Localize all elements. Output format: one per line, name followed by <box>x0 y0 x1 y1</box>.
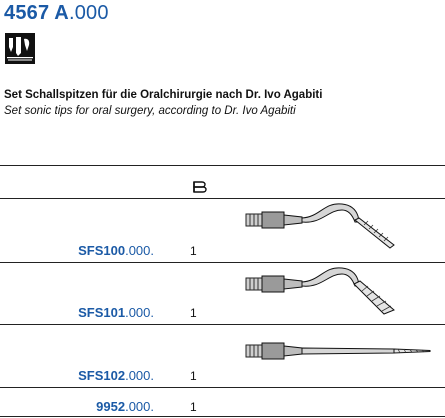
table-row-divider <box>0 387 445 388</box>
article-number-main: 4567 A <box>4 2 69 24</box>
sonic-tip-curved-icon <box>244 264 434 322</box>
quantity-value: 1 <box>190 306 197 320</box>
table-row-divider <box>0 262 445 263</box>
article-code <box>4 243 154 258</box>
table-row-divider <box>0 324 445 325</box>
article-code <box>4 399 154 414</box>
article-code-suffix: .000. <box>125 368 154 383</box>
quantity-value: 1 <box>190 244 197 258</box>
article-code <box>4 305 154 320</box>
table-header-divider <box>0 198 445 199</box>
package-quantity-icon <box>192 180 208 194</box>
description-german: Set Schallspitzen für die Oralchirurgie nach Dr. Ivo Agabiti <box>4 89 323 101</box>
article-code-main: SFS101 <box>78 305 126 320</box>
quantity-value: 1 <box>190 400 197 414</box>
article-number-suffix: .000 <box>68 2 109 24</box>
article-code-main: SFS100 <box>78 243 126 258</box>
article-number <box>4 2 109 25</box>
description-english: Set sonic tips for oral surgery, according to Dr. Ivo Agabiti <box>4 105 296 117</box>
table-bottom-divider <box>0 416 445 417</box>
article-code <box>4 368 154 383</box>
oral-surgery-pictogram-icon <box>5 33 35 64</box>
article-code-suffix: .000. <box>125 305 154 320</box>
article-code-suffix: .000. <box>125 243 154 258</box>
article-code-suffix: .000. <box>125 399 154 414</box>
quantity-value: 1 <box>190 369 197 383</box>
sonic-tip-straight-icon <box>244 336 434 364</box>
table-top-divider <box>0 165 445 166</box>
article-code-main: 9952 <box>96 399 126 414</box>
article-code-main: SFS102 <box>78 368 126 383</box>
sonic-tip-curved-icon <box>244 200 434 258</box>
